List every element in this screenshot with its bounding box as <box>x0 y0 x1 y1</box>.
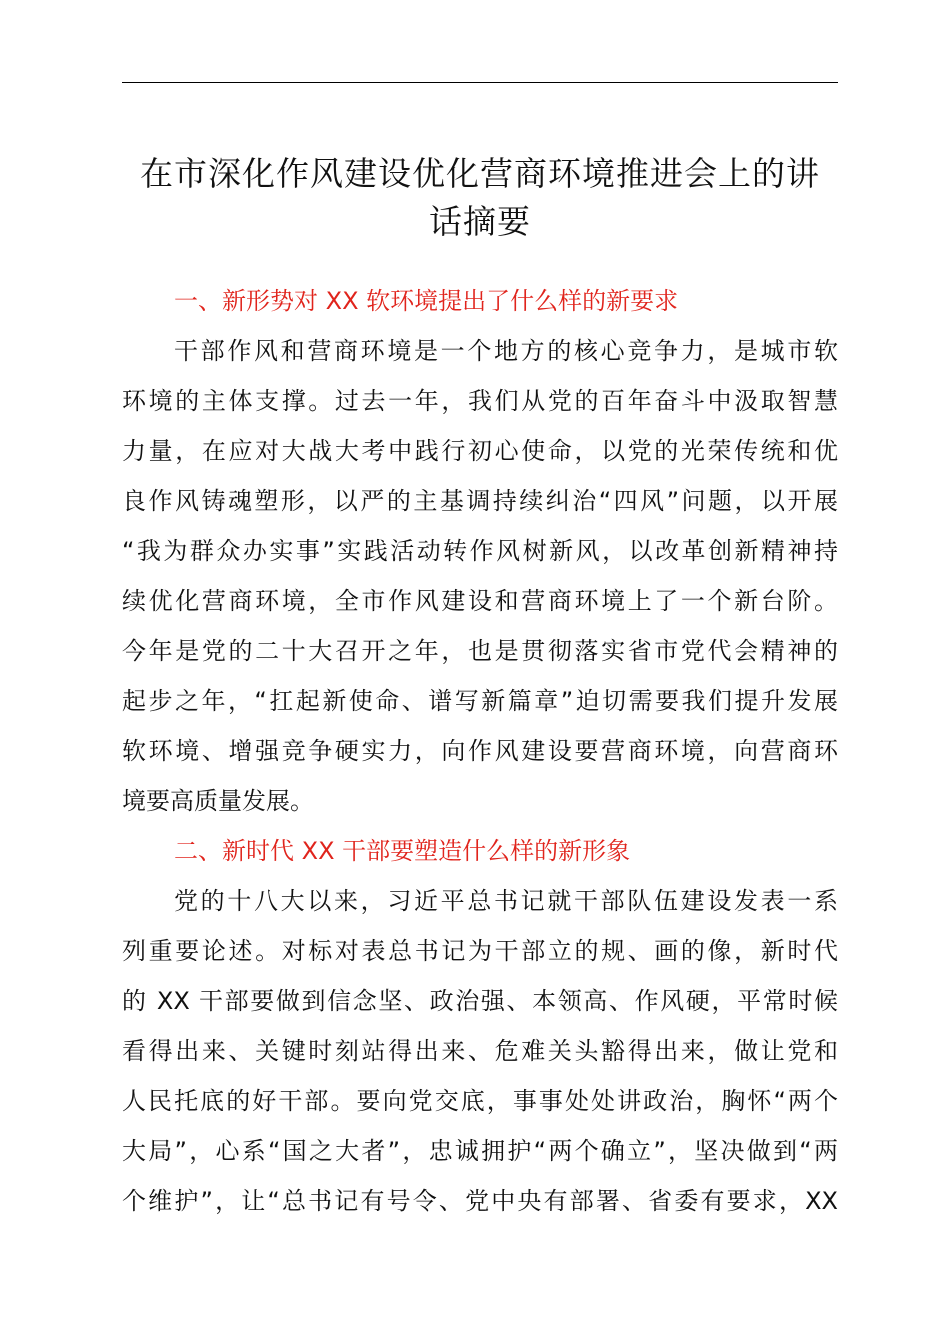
section-2-paragraph <box>122 876 838 1226</box>
text-line: 党的十八大以来，习近平总书记就干部队伍建设发表一系 <box>174 887 838 915</box>
section-heading-2: 二、新时代 XX 干部要塑造什么样的新形象 <box>174 837 631 865</box>
text-line: 个维护”，让“总书记有号令、党中央有部署、省委有要求，XX <box>122 1187 838 1215</box>
text-line: 的 XX 干部要做到信念坚、政治强、本领高、作风硬，平常时候 <box>122 987 838 1015</box>
title-line-1: 在市深化作风建设优化营商环境推进会上的讲 <box>140 154 820 193</box>
text-line: 人民托底的好干部。要向党交底，事事处处讲政治，胸怀“两个 <box>122 1087 838 1115</box>
text-line: “我为群众办实事”实践活动转作风树新风，以改革创新精神持 <box>122 537 838 565</box>
document-title <box>118 150 842 246</box>
text-line: 今年是党的二十大召开之年，也是贯彻落实省市党代会精神的 <box>122 637 838 665</box>
section-1-paragraph <box>122 326 838 826</box>
header-rule <box>122 82 838 83</box>
document-body <box>122 276 838 1226</box>
section-heading-1: 一、新形势对 XX 软环境提出了什么样的新要求 <box>174 287 679 315</box>
title-line-2: 话摘要 <box>429 202 531 241</box>
text-line: 列重要论述。对标对表总书记为干部立的规、画的像，新时代 <box>122 937 838 965</box>
text-line: 大局”，心系“国之大者”，忠诚拥护“两个确立”，坚决做到“两 <box>122 1137 838 1165</box>
text-line: 续优化营商环境，全市作风建设和营商环境上了一个新台阶。 <box>122 587 838 615</box>
text-line: 力量，在应对大战大考中践行初心使命，以党的光荣传统和优 <box>122 437 838 465</box>
text-line: 境要高质量发展。 <box>122 787 314 815</box>
text-line: 良作风铸魂塑形，以严的主基调持续纠治“四风”问题，以开展 <box>122 487 838 515</box>
text-line: 起步之年，“扛起新使命、谱写新篇章”迫切需要我们提升发展 <box>122 687 838 715</box>
text-line: 软环境、增强竞争硬实力，向作风建设要营商环境，向营商环 <box>122 737 838 765</box>
text-line: 看得出来、关键时刻站得出来、危难关头豁得出来，做让党和 <box>122 1037 838 1065</box>
text-line: 干部作风和营商环境是一个地方的核心竞争力，是城市软 <box>174 337 838 365</box>
text-line: 环境的主体支撑。过去一年，我们从党的百年奋斗中汲取智慧 <box>122 387 838 415</box>
